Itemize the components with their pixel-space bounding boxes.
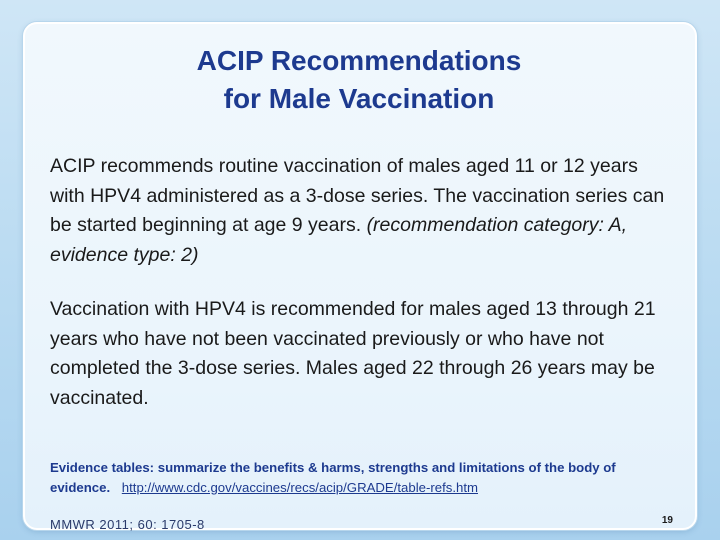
evidence-note bbox=[50, 458, 675, 498]
paragraph-1-text: ACIP recommends routine vaccination of males aged 11 or 12 years with HPV4 administered as a 3-dose series. The vaccination series can be started beginning at age 9 years. bbox=[50, 155, 665, 236]
evidence-tables-link[interactable]: http://www.cdc.gov/vaccines/recs/acip/GRADE/table-refs.htm bbox=[121, 480, 478, 495]
slide-panel bbox=[23, 22, 697, 530]
paragraph-1-citation: (recommendation category: A, evidence type: 2) bbox=[50, 214, 628, 266]
recommendation-paragraph-1 bbox=[50, 152, 675, 270]
source-citation: MMWR 2011; 60: 1705-8 bbox=[50, 517, 205, 532]
title-line-2: for Male Vaccination bbox=[223, 83, 495, 114]
recommendation-paragraph-2: Vaccination with HPV4 is recommended for males aged 13 through 21 years who have not been vaccinated previously or who have not completed the 3-dose series. Males aged 22 through 26 years may be vaccinated. bbox=[50, 298, 656, 409]
page-number: 19 bbox=[661, 515, 673, 526]
evidence-text: Evidence tables: summarize the benefits & harms, strengths and limitations of the body of evidence. bbox=[50, 460, 616, 495]
title-line-1: ACIP Recommendations bbox=[196, 45, 522, 76]
slide-title bbox=[25, 42, 693, 118]
